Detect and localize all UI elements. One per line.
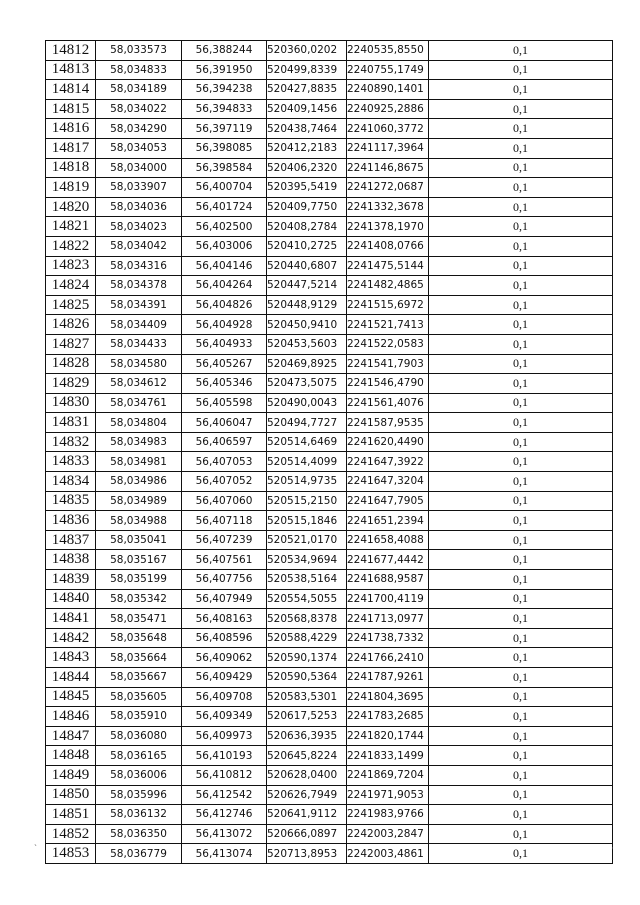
accuracy-cell: 0,1 xyxy=(429,550,613,570)
latitude-cell: 58,035041 xyxy=(96,530,182,550)
table-row xyxy=(46,432,613,452)
longitude-cell: 56,407949 xyxy=(182,589,267,609)
x-coordinate-cell: 520534,9694 xyxy=(267,550,347,570)
table-row xyxy=(46,60,613,80)
point-number-cell: 14850 xyxy=(46,785,96,805)
point-number-cell: 14812 xyxy=(46,41,96,61)
accuracy-cell: 0,1 xyxy=(429,844,613,864)
accuracy-cell: 0,1 xyxy=(429,707,613,727)
point-number-cell: 14828 xyxy=(46,354,96,374)
y-coordinate-cell: 2241408,0766 xyxy=(347,236,429,256)
latitude-cell: 58,034316 xyxy=(96,256,182,276)
point-number-cell: 14838 xyxy=(46,550,96,570)
point-number-cell: 14834 xyxy=(46,472,96,492)
point-number-cell: 14848 xyxy=(46,746,96,766)
x-coordinate-cell: 520450,9410 xyxy=(267,315,347,335)
point-number-cell: 14821 xyxy=(46,217,96,237)
point-number-cell: 14845 xyxy=(46,687,96,707)
table-row xyxy=(46,374,613,394)
y-coordinate-cell: 2241546,4790 xyxy=(347,374,429,394)
y-coordinate-cell: 2241820,1744 xyxy=(347,726,429,746)
x-coordinate-cell: 520628,0400 xyxy=(267,765,347,785)
y-coordinate-cell: 2241787,9261 xyxy=(347,668,429,688)
y-coordinate-cell: 2241658,4088 xyxy=(347,530,429,550)
latitude-cell: 58,033907 xyxy=(96,178,182,198)
latitude-cell: 58,035664 xyxy=(96,648,182,668)
point-number-cell: 14851 xyxy=(46,805,96,825)
x-coordinate-cell: 520427,8835 xyxy=(267,80,347,100)
scan-speck: · xyxy=(611,843,614,853)
accuracy-cell: 0,1 xyxy=(429,726,613,746)
latitude-cell: 58,035342 xyxy=(96,589,182,609)
point-number-cell: 14847 xyxy=(46,726,96,746)
latitude-cell: 58,036080 xyxy=(96,726,182,746)
accuracy-cell: 0,1 xyxy=(429,60,613,80)
x-coordinate-cell: 520409,1456 xyxy=(267,99,347,119)
latitude-cell: 58,036165 xyxy=(96,746,182,766)
accuracy-cell: 0,1 xyxy=(429,824,613,844)
y-coordinate-cell: 2242003,2847 xyxy=(347,824,429,844)
x-coordinate-cell: 520568,8378 xyxy=(267,609,347,629)
latitude-cell: 58,036779 xyxy=(96,844,182,864)
accuracy-cell: 0,1 xyxy=(429,197,613,217)
point-number-cell: 14825 xyxy=(46,295,96,315)
point-number-cell: 14826 xyxy=(46,315,96,335)
x-coordinate-cell: 520448,9129 xyxy=(267,295,347,315)
y-coordinate-cell: 2241783,2685 xyxy=(347,707,429,727)
coordinates-table xyxy=(45,40,613,864)
latitude-cell: 58,034612 xyxy=(96,374,182,394)
point-number-cell: 14839 xyxy=(46,570,96,590)
accuracy-cell: 0,1 xyxy=(429,158,613,178)
table-row xyxy=(46,276,613,296)
table-row xyxy=(46,334,613,354)
latitude-cell: 58,034022 xyxy=(96,99,182,119)
table-row xyxy=(46,707,613,727)
longitude-cell: 56,407053 xyxy=(182,452,267,472)
y-coordinate-cell: 2240535,8550 xyxy=(347,41,429,61)
table-row xyxy=(46,746,613,766)
accuracy-cell: 0,1 xyxy=(429,80,613,100)
latitude-cell: 58,035605 xyxy=(96,687,182,707)
y-coordinate-cell: 2241378,1970 xyxy=(347,217,429,237)
longitude-cell: 56,409708 xyxy=(182,687,267,707)
y-coordinate-cell: 2241713,0977 xyxy=(347,609,429,629)
latitude-cell: 58,036132 xyxy=(96,805,182,825)
table-row xyxy=(46,765,613,785)
latitude-cell: 58,034378 xyxy=(96,276,182,296)
longitude-cell: 56,407060 xyxy=(182,491,267,511)
point-number-cell: 14835 xyxy=(46,491,96,511)
y-coordinate-cell: 2241620,4490 xyxy=(347,432,429,452)
longitude-cell: 56,400704 xyxy=(182,178,267,198)
x-coordinate-cell: 520499,8339 xyxy=(267,60,347,80)
table-row xyxy=(46,472,613,492)
accuracy-cell: 0,1 xyxy=(429,256,613,276)
table-row xyxy=(46,824,613,844)
table-row xyxy=(46,609,613,629)
table-row xyxy=(46,687,613,707)
x-coordinate-cell: 520360,0202 xyxy=(267,41,347,61)
longitude-cell: 56,398584 xyxy=(182,158,267,178)
y-coordinate-cell: 2240925,2886 xyxy=(347,99,429,119)
table-row xyxy=(46,648,613,668)
latitude-cell: 58,034391 xyxy=(96,295,182,315)
longitude-cell: 56,406047 xyxy=(182,413,267,433)
y-coordinate-cell: 2241651,2394 xyxy=(347,511,429,531)
y-coordinate-cell: 2241983,9766 xyxy=(347,805,429,825)
y-coordinate-cell: 2241700,4119 xyxy=(347,589,429,609)
y-coordinate-cell: 2241738,7332 xyxy=(347,628,429,648)
longitude-cell: 56,409973 xyxy=(182,726,267,746)
y-coordinate-cell: 2241647,3204 xyxy=(347,472,429,492)
longitude-cell: 56,403006 xyxy=(182,236,267,256)
point-number-cell: 14840 xyxy=(46,589,96,609)
longitude-cell: 56,404928 xyxy=(182,315,267,335)
table-row xyxy=(46,550,613,570)
table-row xyxy=(46,197,613,217)
latitude-cell: 58,034988 xyxy=(96,511,182,531)
y-coordinate-cell: 2241561,4076 xyxy=(347,393,429,413)
accuracy-cell: 0,1 xyxy=(429,354,613,374)
x-coordinate-cell: 520440,6807 xyxy=(267,256,347,276)
latitude-cell: 58,035910 xyxy=(96,707,182,727)
longitude-cell: 56,413072 xyxy=(182,824,267,844)
accuracy-cell: 0,1 xyxy=(429,295,613,315)
table-row xyxy=(46,119,613,139)
table-row xyxy=(46,138,613,158)
y-coordinate-cell: 2241060,3772 xyxy=(347,119,429,139)
x-coordinate-cell: 520515,2150 xyxy=(267,491,347,511)
accuracy-cell: 0,1 xyxy=(429,99,613,119)
x-coordinate-cell: 520514,6469 xyxy=(267,432,347,452)
table-row xyxy=(46,295,613,315)
point-number-cell: 14846 xyxy=(46,707,96,727)
table-row xyxy=(46,844,613,864)
x-coordinate-cell: 520590,5364 xyxy=(267,668,347,688)
point-number-cell: 14852 xyxy=(46,824,96,844)
longitude-cell: 56,401724 xyxy=(182,197,267,217)
y-coordinate-cell: 2241522,0583 xyxy=(347,334,429,354)
point-number-cell: 14833 xyxy=(46,452,96,472)
point-number-cell: 14853 xyxy=(46,844,96,864)
x-coordinate-cell: 520538,5164 xyxy=(267,570,347,590)
y-coordinate-cell: 2241482,4865 xyxy=(347,276,429,296)
accuracy-cell: 0,1 xyxy=(429,687,613,707)
longitude-cell: 56,405267 xyxy=(182,354,267,374)
point-number-cell: 14829 xyxy=(46,374,96,394)
table-row xyxy=(46,726,613,746)
point-number-cell: 14824 xyxy=(46,276,96,296)
longitude-cell: 56,388244 xyxy=(182,41,267,61)
longitude-cell: 56,412542 xyxy=(182,785,267,805)
x-coordinate-cell: 520409,7750 xyxy=(267,197,347,217)
longitude-cell: 56,404264 xyxy=(182,276,267,296)
x-coordinate-cell: 520554,5055 xyxy=(267,589,347,609)
accuracy-cell: 0,1 xyxy=(429,805,613,825)
table-row xyxy=(46,491,613,511)
point-number-cell: 14841 xyxy=(46,609,96,629)
x-coordinate-cell: 520453,5603 xyxy=(267,334,347,354)
accuracy-cell: 0,1 xyxy=(429,511,613,531)
accuracy-cell: 0,1 xyxy=(429,138,613,158)
latitude-cell: 58,034433 xyxy=(96,334,182,354)
accuracy-cell: 0,1 xyxy=(429,276,613,296)
table-row xyxy=(46,452,613,472)
latitude-cell: 58,034761 xyxy=(96,393,182,413)
accuracy-cell: 0,1 xyxy=(429,785,613,805)
latitude-cell: 58,034986 xyxy=(96,472,182,492)
x-coordinate-cell: 520395,5419 xyxy=(267,178,347,198)
latitude-cell: 58,034983 xyxy=(96,432,182,452)
x-coordinate-cell: 520490,0043 xyxy=(267,393,347,413)
latitude-cell: 58,034833 xyxy=(96,60,182,80)
point-number-cell: 14823 xyxy=(46,256,96,276)
table-row xyxy=(46,393,613,413)
x-coordinate-cell: 520626,7949 xyxy=(267,785,347,805)
point-number-cell: 14814 xyxy=(46,80,96,100)
latitude-cell: 58,034409 xyxy=(96,315,182,335)
latitude-cell: 58,035167 xyxy=(96,550,182,570)
longitude-cell: 56,391950 xyxy=(182,60,267,80)
latitude-cell: 58,036006 xyxy=(96,765,182,785)
point-number-cell: 14849 xyxy=(46,765,96,785)
accuracy-cell: 0,1 xyxy=(429,746,613,766)
accuracy-cell: 0,1 xyxy=(429,530,613,550)
point-number-cell: 14843 xyxy=(46,648,96,668)
table-row xyxy=(46,805,613,825)
table-row xyxy=(46,178,613,198)
accuracy-cell: 0,1 xyxy=(429,452,613,472)
accuracy-cell: 0,1 xyxy=(429,217,613,237)
scan-speck: ` xyxy=(34,843,37,853)
accuracy-cell: 0,1 xyxy=(429,765,613,785)
latitude-cell: 58,035199 xyxy=(96,570,182,590)
longitude-cell: 56,409062 xyxy=(182,648,267,668)
latitude-cell: 58,034053 xyxy=(96,138,182,158)
longitude-cell: 56,408163 xyxy=(182,609,267,629)
accuracy-cell: 0,1 xyxy=(429,374,613,394)
longitude-cell: 56,405598 xyxy=(182,393,267,413)
accuracy-cell: 0,1 xyxy=(429,570,613,590)
table-row xyxy=(46,41,613,61)
x-coordinate-cell: 520588,4229 xyxy=(267,628,347,648)
x-coordinate-cell: 520515,1846 xyxy=(267,511,347,531)
longitude-cell: 56,402500 xyxy=(182,217,267,237)
accuracy-cell: 0,1 xyxy=(429,393,613,413)
point-number-cell: 14822 xyxy=(46,236,96,256)
x-coordinate-cell: 520617,5253 xyxy=(267,707,347,727)
y-coordinate-cell: 2241272,0687 xyxy=(347,178,429,198)
latitude-cell: 58,034989 xyxy=(96,491,182,511)
table-row xyxy=(46,668,613,688)
point-number-cell: 14831 xyxy=(46,413,96,433)
x-coordinate-cell: 520521,0170 xyxy=(267,530,347,550)
accuracy-cell: 0,1 xyxy=(429,413,613,433)
longitude-cell: 56,398085 xyxy=(182,138,267,158)
longitude-cell: 56,405346 xyxy=(182,374,267,394)
y-coordinate-cell: 2241521,7413 xyxy=(347,315,429,335)
table-row xyxy=(46,570,613,590)
latitude-cell: 58,036350 xyxy=(96,824,182,844)
y-coordinate-cell: 2241146,8675 xyxy=(347,158,429,178)
y-coordinate-cell: 2241587,9535 xyxy=(347,413,429,433)
latitude-cell: 58,034981 xyxy=(96,452,182,472)
x-coordinate-cell: 520666,0897 xyxy=(267,824,347,844)
table-row xyxy=(46,80,613,100)
table-row xyxy=(46,530,613,550)
latitude-cell: 58,034023 xyxy=(96,217,182,237)
longitude-cell: 56,407052 xyxy=(182,472,267,492)
point-number-cell: 14819 xyxy=(46,178,96,198)
latitude-cell: 58,035471 xyxy=(96,609,182,629)
accuracy-cell: 0,1 xyxy=(429,178,613,198)
longitude-cell: 56,394238 xyxy=(182,80,267,100)
longitude-cell: 56,404146 xyxy=(182,256,267,276)
accuracy-cell: 0,1 xyxy=(429,609,613,629)
longitude-cell: 56,409349 xyxy=(182,707,267,727)
y-coordinate-cell: 2242003,4861 xyxy=(347,844,429,864)
point-number-cell: 14816 xyxy=(46,119,96,139)
y-coordinate-cell: 2241688,9587 xyxy=(347,570,429,590)
longitude-cell: 56,406597 xyxy=(182,432,267,452)
latitude-cell: 58,034042 xyxy=(96,236,182,256)
y-coordinate-cell: 2241647,7905 xyxy=(347,491,429,511)
x-coordinate-cell: 520583,5301 xyxy=(267,687,347,707)
accuracy-cell: 0,1 xyxy=(429,648,613,668)
x-coordinate-cell: 520410,2725 xyxy=(267,236,347,256)
table-row xyxy=(46,354,613,374)
table-row xyxy=(46,628,613,648)
latitude-cell: 58,034290 xyxy=(96,119,182,139)
y-coordinate-cell: 2240755,1749 xyxy=(347,60,429,80)
table-row xyxy=(46,785,613,805)
y-coordinate-cell: 2241117,3964 xyxy=(347,138,429,158)
x-coordinate-cell: 520438,7464 xyxy=(267,119,347,139)
y-coordinate-cell: 2241475,5144 xyxy=(347,256,429,276)
longitude-cell: 56,404826 xyxy=(182,295,267,315)
latitude-cell: 58,034189 xyxy=(96,80,182,100)
x-coordinate-cell: 520473,5075 xyxy=(267,374,347,394)
longitude-cell: 56,404933 xyxy=(182,334,267,354)
longitude-cell: 56,412746 xyxy=(182,805,267,825)
longitude-cell: 56,408596 xyxy=(182,628,267,648)
x-coordinate-cell: 520494,7727 xyxy=(267,413,347,433)
longitude-cell: 56,397119 xyxy=(182,119,267,139)
point-number-cell: 14844 xyxy=(46,668,96,688)
accuracy-cell: 0,1 xyxy=(429,334,613,354)
x-coordinate-cell: 520469,8925 xyxy=(267,354,347,374)
accuracy-cell: 0,1 xyxy=(429,628,613,648)
table-row xyxy=(46,217,613,237)
table-row xyxy=(46,511,613,531)
longitude-cell: 56,407756 xyxy=(182,570,267,590)
latitude-cell: 58,034036 xyxy=(96,197,182,217)
x-coordinate-cell: 520645,8224 xyxy=(267,746,347,766)
coordinates-table-body xyxy=(46,41,613,864)
longitude-cell: 56,407561 xyxy=(182,550,267,570)
latitude-cell: 58,035667 xyxy=(96,668,182,688)
y-coordinate-cell: 2241541,7903 xyxy=(347,354,429,374)
point-number-cell: 14820 xyxy=(46,197,96,217)
latitude-cell: 58,034580 xyxy=(96,354,182,374)
x-coordinate-cell: 520408,2784 xyxy=(267,217,347,237)
y-coordinate-cell: 2241515,6972 xyxy=(347,295,429,315)
point-number-cell: 14836 xyxy=(46,511,96,531)
accuracy-cell: 0,1 xyxy=(429,119,613,139)
table-row xyxy=(46,589,613,609)
y-coordinate-cell: 2241766,2410 xyxy=(347,648,429,668)
accuracy-cell: 0,1 xyxy=(429,315,613,335)
point-number-cell: 14830 xyxy=(46,393,96,413)
accuracy-cell: 0,1 xyxy=(429,589,613,609)
y-coordinate-cell: 2241332,3678 xyxy=(347,197,429,217)
latitude-cell: 58,033573 xyxy=(96,41,182,61)
table-row xyxy=(46,256,613,276)
y-coordinate-cell: 2240890,1401 xyxy=(347,80,429,100)
x-coordinate-cell: 520641,9112 xyxy=(267,805,347,825)
accuracy-cell: 0,1 xyxy=(429,472,613,492)
longitude-cell: 56,410193 xyxy=(182,746,267,766)
table-row xyxy=(46,99,613,119)
y-coordinate-cell: 2241869,7204 xyxy=(347,765,429,785)
x-coordinate-cell: 520590,1374 xyxy=(267,648,347,668)
longitude-cell: 56,407239 xyxy=(182,530,267,550)
point-number-cell: 14813 xyxy=(46,60,96,80)
y-coordinate-cell: 2241647,3922 xyxy=(347,452,429,472)
latitude-cell: 58,035648 xyxy=(96,628,182,648)
y-coordinate-cell: 2241677,4442 xyxy=(347,550,429,570)
table-row xyxy=(46,236,613,256)
table-row xyxy=(46,413,613,433)
y-coordinate-cell: 2241971,9053 xyxy=(347,785,429,805)
latitude-cell: 58,035996 xyxy=(96,785,182,805)
accuracy-cell: 0,1 xyxy=(429,491,613,511)
table-row xyxy=(46,158,613,178)
table-row xyxy=(46,315,613,335)
y-coordinate-cell: 2241804,3695 xyxy=(347,687,429,707)
x-coordinate-cell: 520447,5214 xyxy=(267,276,347,296)
point-number-cell: 14832 xyxy=(46,432,96,452)
accuracy-cell: 0,1 xyxy=(429,41,613,61)
accuracy-cell: 0,1 xyxy=(429,236,613,256)
point-number-cell: 14842 xyxy=(46,628,96,648)
point-number-cell: 14837 xyxy=(46,530,96,550)
longitude-cell: 56,413074 xyxy=(182,844,267,864)
x-coordinate-cell: 520406,2320 xyxy=(267,158,347,178)
point-number-cell: 14817 xyxy=(46,138,96,158)
longitude-cell: 56,409429 xyxy=(182,668,267,688)
longitude-cell: 56,407118 xyxy=(182,511,267,531)
point-number-cell: 14815 xyxy=(46,99,96,119)
x-coordinate-cell: 520514,4099 xyxy=(267,452,347,472)
longitude-cell: 56,410812 xyxy=(182,765,267,785)
accuracy-cell: 0,1 xyxy=(429,432,613,452)
x-coordinate-cell: 520514,9735 xyxy=(267,472,347,492)
longitude-cell: 56,394833 xyxy=(182,99,267,119)
y-coordinate-cell: 2241833,1499 xyxy=(347,746,429,766)
point-number-cell: 14827 xyxy=(46,334,96,354)
latitude-cell: 58,034804 xyxy=(96,413,182,433)
x-coordinate-cell: 520412,2183 xyxy=(267,138,347,158)
accuracy-cell: 0,1 xyxy=(429,668,613,688)
x-coordinate-cell: 520636,3935 xyxy=(267,726,347,746)
x-coordinate-cell: 520713,8953 xyxy=(267,844,347,864)
point-number-cell: 14818 xyxy=(46,158,96,178)
latitude-cell: 58,034000 xyxy=(96,158,182,178)
